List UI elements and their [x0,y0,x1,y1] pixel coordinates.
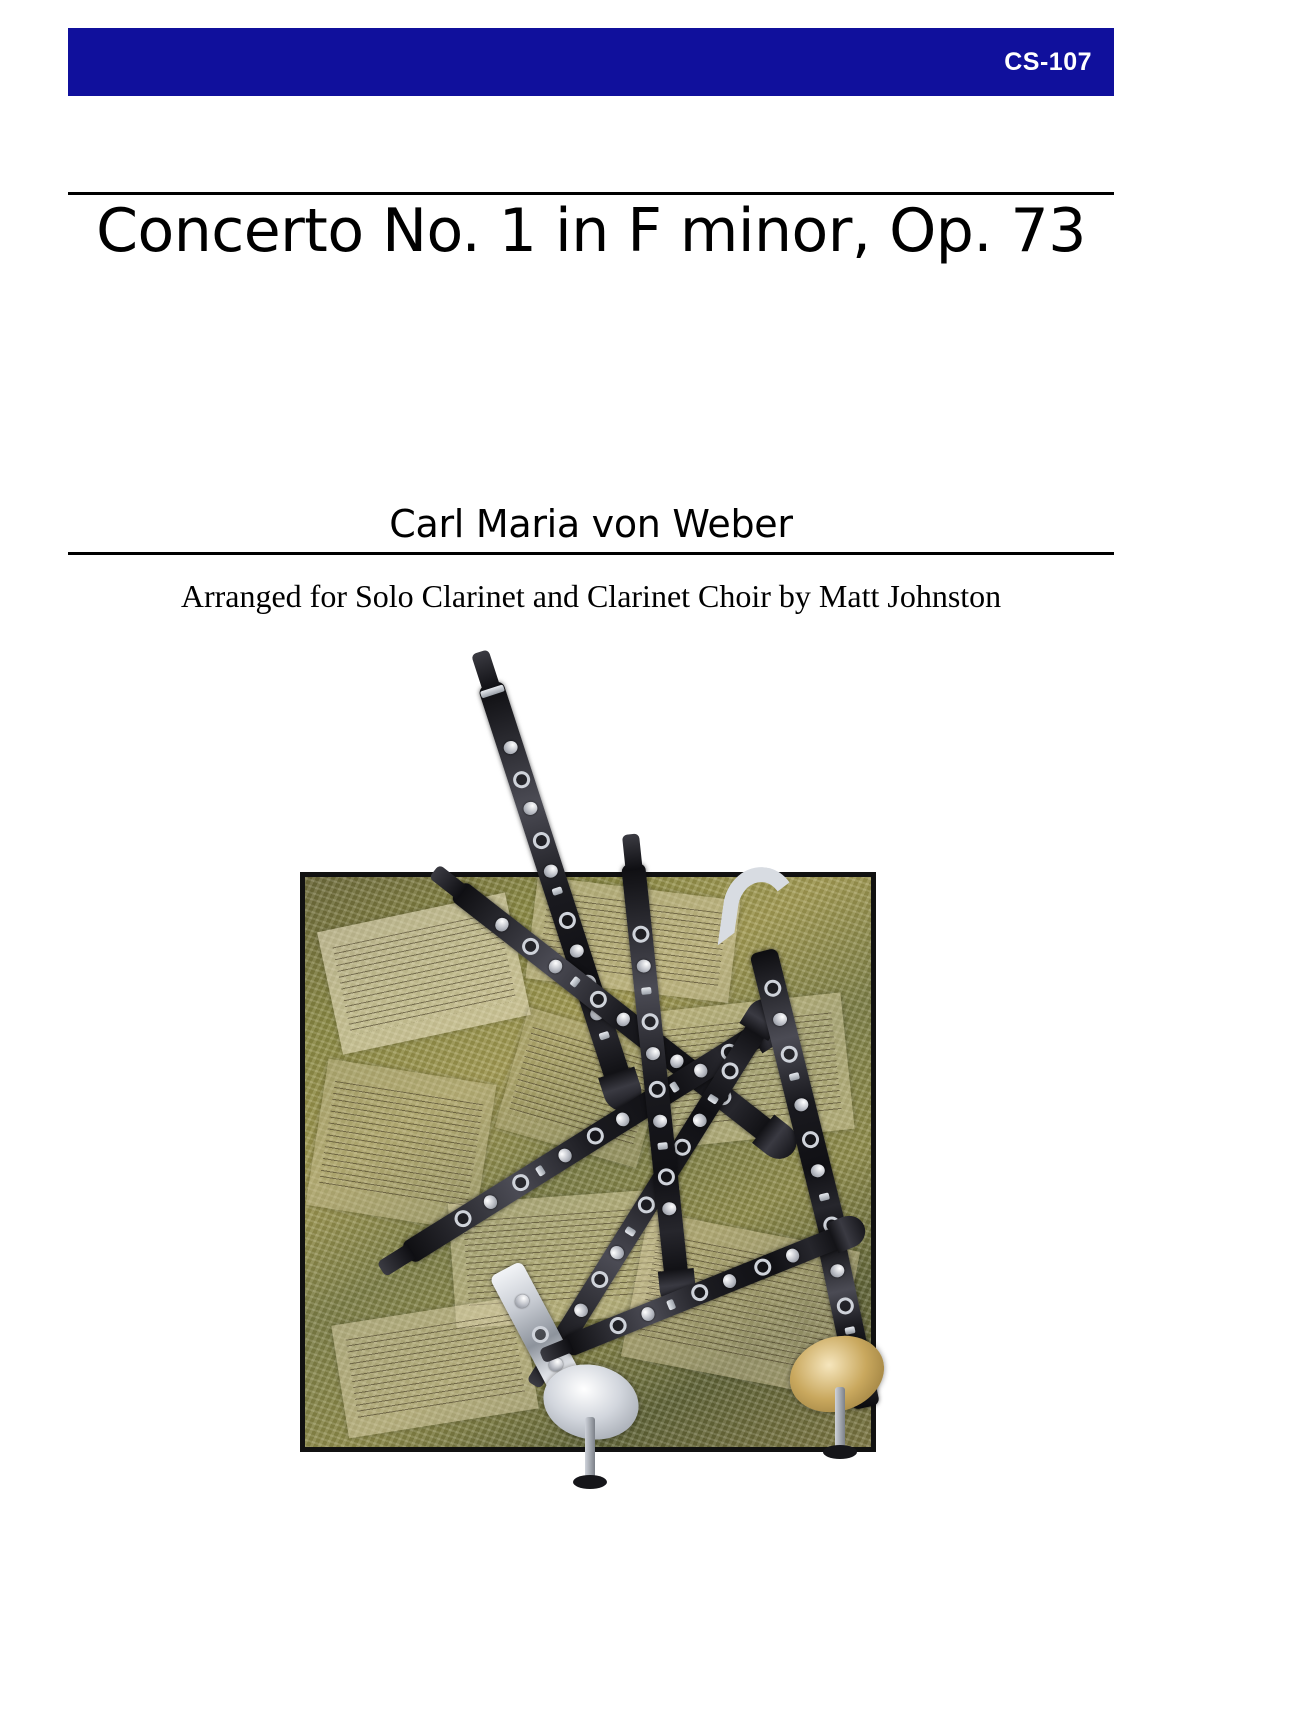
contrabass-clarinet-icon [485,1237,715,1487]
bass-clarinet-peg [835,1387,845,1449]
clarinet-ligature [480,684,505,698]
sheet-music-scrap [317,893,531,1056]
contrabass-peg-foot [573,1475,607,1489]
bass-clarinet-icon [705,867,875,1467]
clarinet-body [749,948,849,1246]
cover-artwork [300,872,876,1452]
title-rule-top [68,192,1114,195]
bass-clarinet-peg-foot [823,1445,857,1459]
catalog-bar [68,28,1114,96]
sheet-music-scrap [494,1007,670,1168]
bass-clarinet-neck [718,862,803,955]
catalog-number: CS-107 [1004,47,1092,76]
arrangement-credit: Arranged for Solo Clarinet and Clarinet Choir by Matt Johnston [180,578,1002,614]
clarinet-mouthpiece [471,649,500,693]
title-rule-bottom [68,552,1114,555]
bass-clarinet-upper-joint [746,947,854,1247]
composer-name: Carl Maria von Weber [389,502,793,546]
clarinet-keys [763,951,836,1242]
clarinet-mouthpiece [622,833,643,871]
contrabass-peg [585,1417,595,1479]
page-title: Concerto No. 1 in F minor, Op. 73 [96,196,1086,266]
